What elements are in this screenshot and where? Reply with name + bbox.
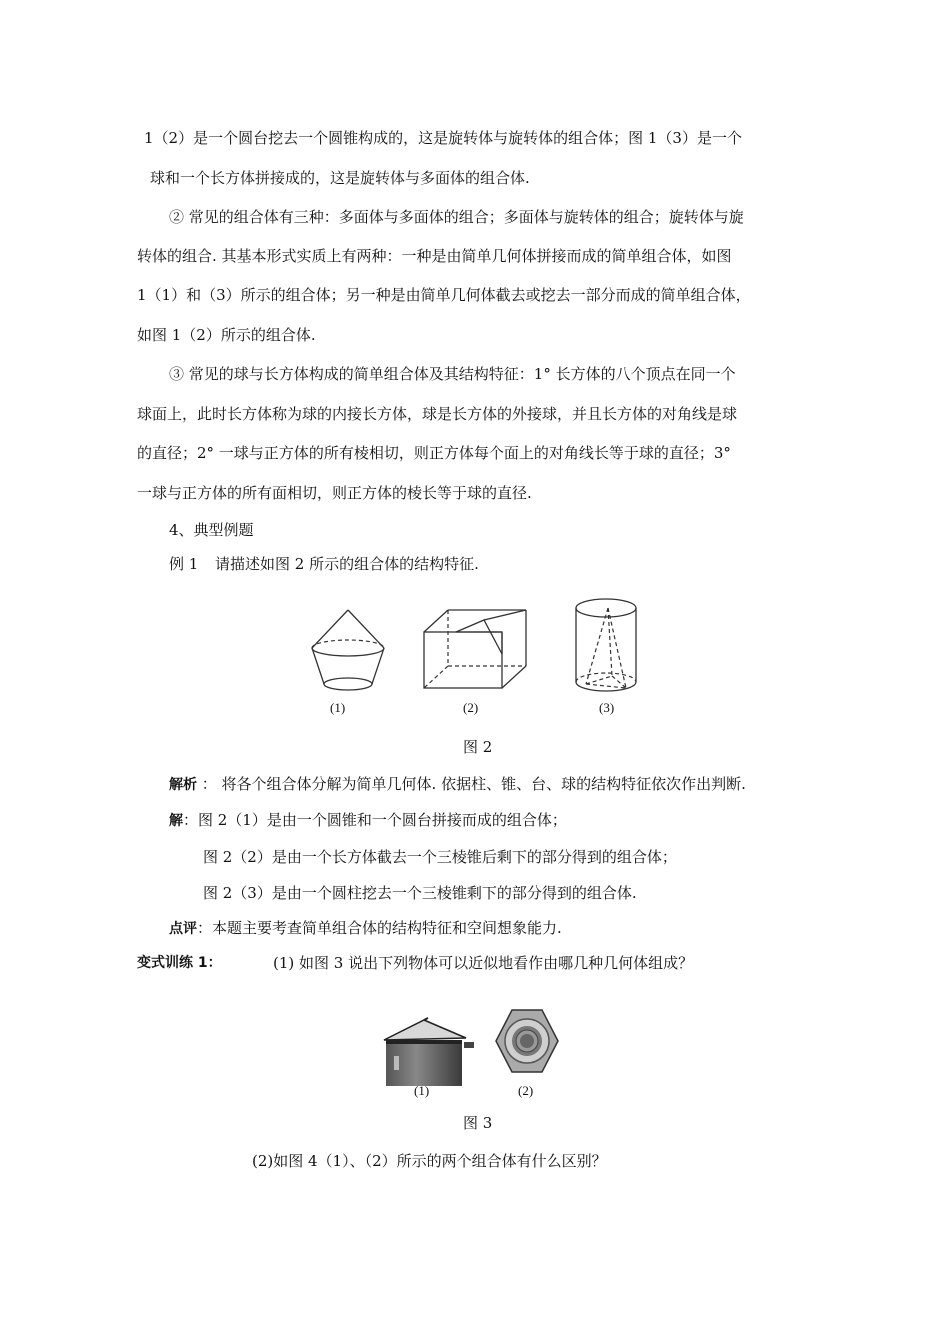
paragraph-line: 的直径；2° 一球与正方体的所有棱相切，则正方体每个面上的对角线长等于球的直径；3° xyxy=(137,444,731,462)
figure-cylinder-pyramid xyxy=(574,596,642,696)
section-heading: 4、典型例题 xyxy=(169,521,254,539)
figure-house-photo xyxy=(380,1018,480,1088)
example-text: 请描述如图 2 所示的组合体的结构特征. xyxy=(215,555,479,573)
figure-cone-frustum xyxy=(300,608,390,698)
figure-title: 图 2 xyxy=(463,738,493,756)
comment xyxy=(169,918,562,939)
figure-caption: (1) xyxy=(330,700,346,715)
paragraph-line: 1（1）和（3）所示的组合体；另一种是由简单几何体截去或挖去一部分而成的简单组合体， xyxy=(137,286,751,304)
paragraph-line: ② 常见的组合体有三种：多面体与多面体的组合；多面体与旋转体的组合；旋转体与旋 xyxy=(169,208,744,226)
analysis xyxy=(169,774,746,795)
exercise-question: (1) 如图 3 说出下列物体可以近似地看作由哪几种几何体组成？ xyxy=(273,954,694,972)
solution-label: 解 xyxy=(169,813,183,829)
paragraph-line: 球面上，此时长方体称为球的内接长方体，球是长方体的外接球，并且长方体的对角线是球 xyxy=(137,405,738,423)
figure-caption: (2) xyxy=(518,1083,534,1098)
exercise-question: (2)如图 4（1）、（2）所示的两个组合体有什么区别？ xyxy=(252,1152,607,1170)
solution-line xyxy=(169,810,567,831)
paragraph-line: 1（2）是一个圆台挖去一个圆锥构成的，这是旋转体与旋转体的组合体；图 1（3）是一个 xyxy=(144,129,742,147)
comment-text: ：本题主要考查简单组合体的结构特征和空间想象能力. xyxy=(197,919,562,937)
paragraph-line: 转体的组合. 其基本形式实质上有两种：一种是由简单几何体拼接而成的简单组合体，如图 xyxy=(137,247,732,265)
comment-label: 点评 xyxy=(169,921,197,937)
exercise-label: 变式训练 1： xyxy=(137,955,222,971)
analysis-text: ： 将各个组合体分解为简单几何体. 依据柱、锥、台、球的结构特征依次作出判断. xyxy=(197,775,746,793)
example-label: 例 1 xyxy=(169,555,199,573)
paragraph-line: ③ 常见的球与长方体构成的简单组合体及其结构特征：1° 长方体的八个顶点在同一个 xyxy=(169,365,736,383)
figure-nut-photo xyxy=(494,1008,560,1074)
figure-caption: (3) xyxy=(599,700,615,715)
figure-title: 图 3 xyxy=(463,1114,493,1132)
figure-caption: (2) xyxy=(463,700,479,715)
solution-line: 图 2（2）是由一个长方体截去一个三棱锥后剩下的部分得到的组合体； xyxy=(203,848,677,866)
solution-line: 图 2（3）是由一个圆柱挖去一个三棱锥剩下的部分得到的组合体. xyxy=(203,884,637,902)
analysis-label: 解析 xyxy=(169,777,197,793)
figure-caption: (1) xyxy=(414,1083,430,1098)
paragraph-line: 一球与正方体的所有面相切，则正方体的棱长等于球的直径. xyxy=(137,484,532,502)
paragraph-line: 球和一个长方体拼接成的，这是旋转体与多面体的组合体. xyxy=(150,169,530,187)
paragraph-line: 如图 1（2）所示的组合体. xyxy=(137,326,316,344)
solution-text: ：图 2（1）是由一个圆锥和一个圆台拼接而成的组合体； xyxy=(183,811,567,829)
figure-truncated-box xyxy=(422,606,532,692)
